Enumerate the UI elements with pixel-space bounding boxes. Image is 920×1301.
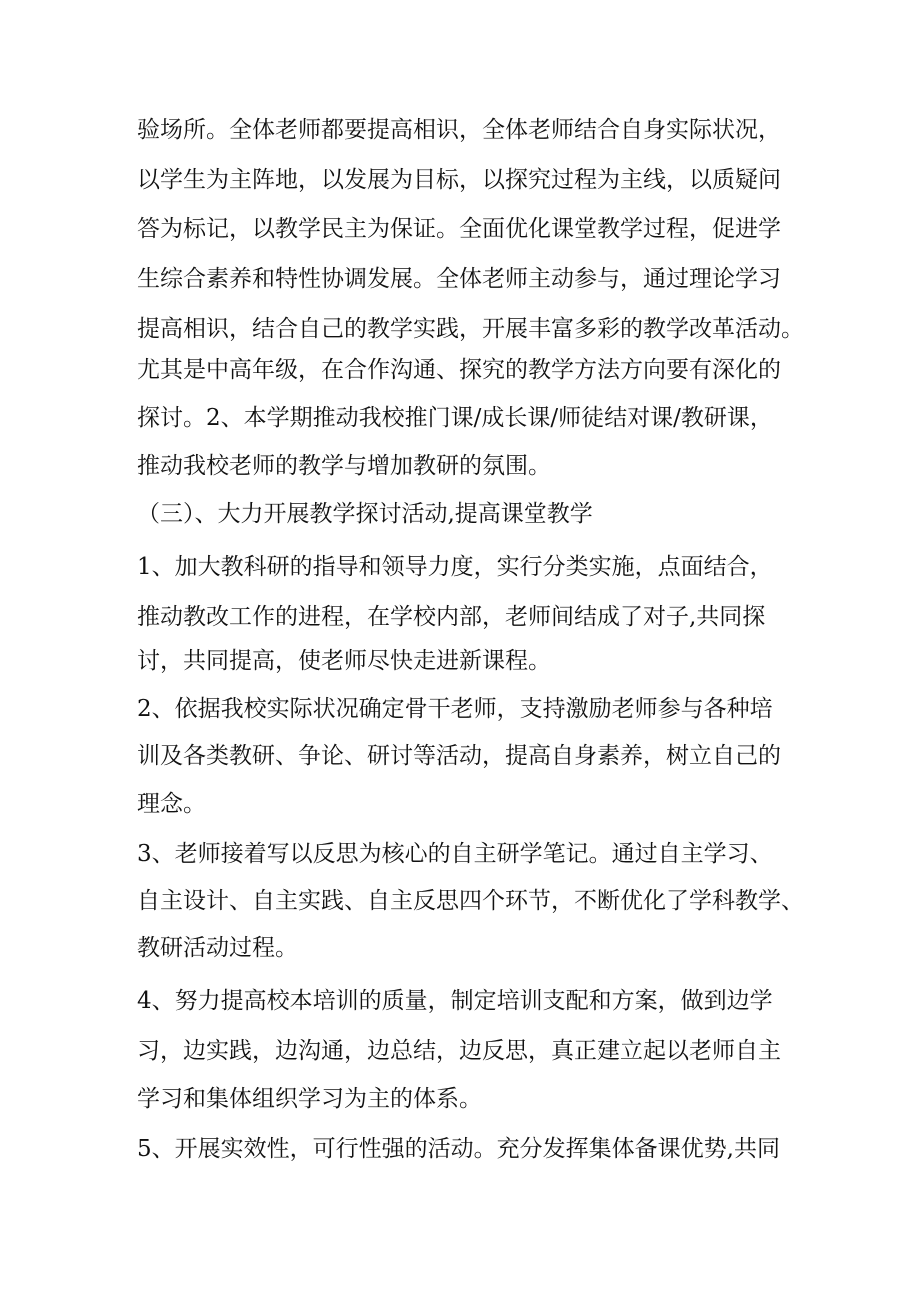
text-line: 自主设计、自主实践、自主反思四个环节，不断优化了学科教学、 <box>137 888 804 914</box>
text-line: 推动教改工作的进程，在学校内部，老师间结成了对子,共同探 <box>137 604 766 630</box>
section-heading: （三）、大力开展教学探讨活动,提高课堂教学 <box>137 501 593 527</box>
text-line: 推动我校老师的教学与增加教研的氛围。 <box>137 453 551 479</box>
text-line: 答为标记，以教学民主为保证。全面优化课堂教学过程，促进学 <box>137 216 781 242</box>
text-line: 5、开展实效性，可行性强的活动。充分发挥集体备课优势,共同 <box>137 1136 780 1162</box>
text-line: 讨，共同提高，使老师尽快走进新课程。 <box>137 648 551 674</box>
text-line: 4、努力提高校本培训的质量，制定培训支配和方案，做到边学 <box>137 988 773 1014</box>
text-line: 训及各类教研、争论、研讨等活动，提高自身素养，树立自己的 <box>137 743 781 769</box>
text-line: 提高相识，结合自己的教学实践，开展丰富多彩的教学改革活动。 <box>137 316 804 342</box>
text-line: 验场所。全体老师都要提高相识，全体老师结合自身实际状况， <box>137 117 781 143</box>
text-line: 教研活动过程。 <box>137 935 298 961</box>
text-line: 生综合素养和特性协调发展。全体老师主动参与，通过理论学习 <box>137 266 781 292</box>
text-line: 探讨。2、本学期推动我校推门课/成长课/师徒结对课/教研课， <box>137 405 773 431</box>
text-line: 3、老师接着写以反思为核心的自主研学笔记。通过自主学习、 <box>137 841 773 867</box>
text-line: 以学生为主阵地，以发展为目标，以探究过程为主线，以质疑问 <box>137 167 781 193</box>
text-line: 1、加大教科研的指导和领导力度，实行分类实施，点面结合， <box>137 554 773 580</box>
text-line: 理念。 <box>137 791 206 817</box>
text-line: 学习和集体组织学习为主的体系。 <box>137 1086 482 1112</box>
text-line: 习，边实践，边沟通，边总结，边反思，真正建立起以老师自主 <box>137 1038 781 1064</box>
text-line: 尤其是中高年级，在合作沟通、探究的教学方法方向要有深化的 <box>137 357 781 383</box>
text-line: 2、依据我校实际状况确定骨干老师，支持激励老师参与各种培 <box>137 696 773 722</box>
